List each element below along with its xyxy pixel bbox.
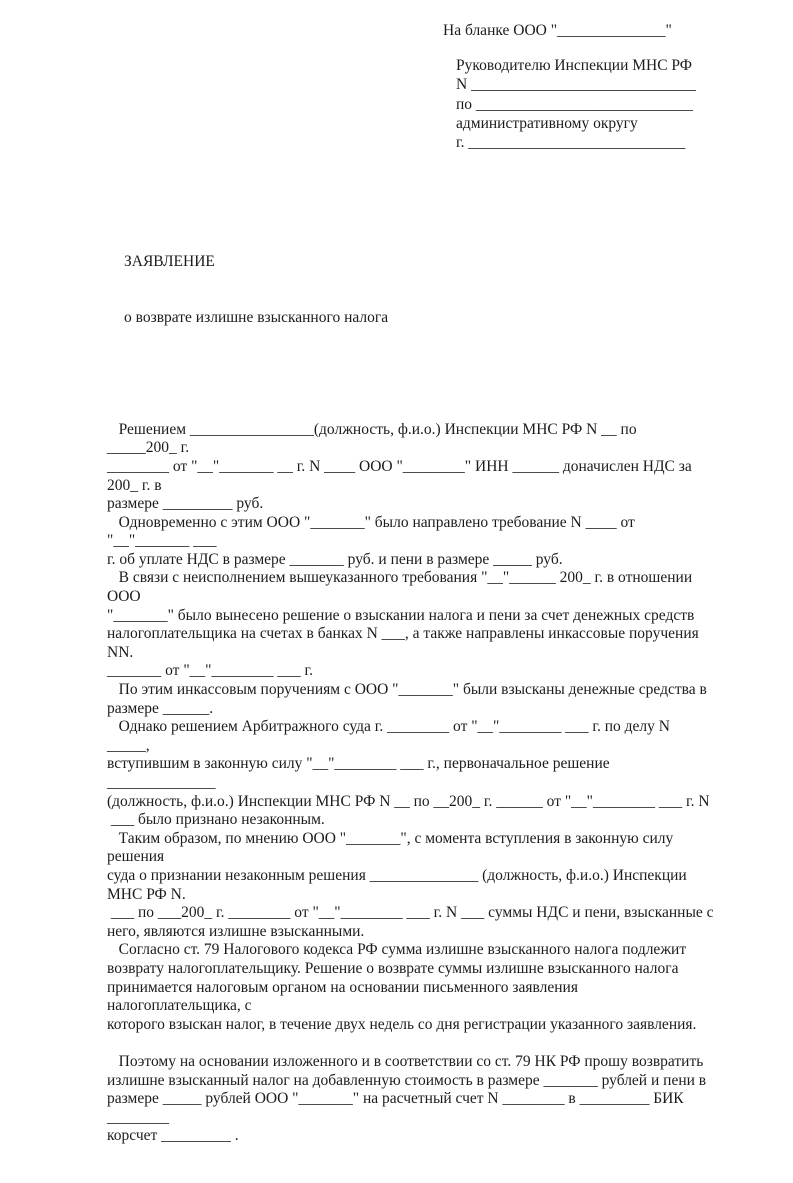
document-line: размере _____ рублей ООО "_______" на расчетный счет N ________ в _________ БИК [107,1090,684,1108]
document-line: корсчет _________ . [107,1127,239,1145]
recipient-block [456,56,696,152]
document-line: суда о признании незаконным решения ______________ (должность, ф.и.о.) Инспекции [107,866,687,884]
document-line [107,1034,714,1053]
recipient-line: Руководителю Инспекции МНС РФ [456,57,693,74]
application-body [107,179,714,1183]
document-subtitle: о возврате излишне взысканного налога [124,309,389,327]
document-line: Согласно ст. 79 Налогового кодекса РФ сумма излишне взысканного налога подлежит [107,941,687,959]
document-line: (должность, ф.и.о.) Инспекции МНС РФ N __ по __200_ г. ______ от "__"________ ___ г. N [107,792,710,810]
document-line: "_______" было вынесено решение о взыскании налога и пени за счет денежных средств [107,606,695,624]
document-line: ________ от "__"_______ __ г. N ____ ООО "________" ИНН ______ доначислен НДС за [107,457,692,475]
document-line: принимается налоговым органом на основании письменного заявления [107,978,578,996]
document-line: Поэтому на основании изложенного и в соответствии со ст. 79 НК РФ прошу возвратить [107,1052,704,1070]
recipient-line: по ____________________________ [456,95,693,113]
document-line: _____, [107,736,150,754]
document-line: размере ______. [107,699,214,717]
document-title: ЗАЯВЛЕНИЕ [124,253,215,271]
document-line: Однако решением Арбитражного суда г. ________ от "__"________ ___ г. по делу N [107,718,670,736]
document-line: налогоплательщика на счетах в банках N ___, а также направлены инкассовые поручения [107,625,699,643]
document-line: г. об уплате НДС в размере _______ руб. и пени в размере _____ руб. [107,550,563,568]
recipient-line: N _____________________________ [456,76,696,94]
document-line: размере _________ руб. [107,495,264,513]
document-line: ООО [107,588,141,606]
document-line: В связи с неисполнением вышеуказанного требования "__"______ 200_ г. в отношении [107,569,693,587]
document-line: _______ от "__"________ ___ г. [107,662,313,680]
recipient-line: административному округу [456,114,638,132]
document-line: NN. [107,643,134,661]
document-line: ________ [107,1108,169,1126]
document-line: решения [107,848,165,866]
title-block [107,216,714,365]
document-line: него, являются излишне взысканными. [107,922,365,940]
document-line: "__"_______ ___ [107,532,217,550]
document-line: Таким образом, по мнению ООО "_______", с момента вступления в законную силу [107,829,674,847]
document-line: налогоплательщика, с [107,997,252,1015]
document-line: МНС РФ N. [107,885,186,903]
document-line [107,402,714,421]
document-line: Решением ________________(должность, ф.и.о.) Инспекции МНС РФ N __ по [107,420,637,438]
document-line: Одновременно с этим ООО "_______" было направлено требование N ____ от [107,513,635,531]
document-line: ______________ [107,774,216,791]
recipient-line: г. ____________________________ [456,134,686,152]
body-lines [107,402,714,1146]
document-line: возврату налогоплательщику. Решение о возврате суммы излишне взысканного налога [107,959,679,977]
document-line: ___ по ___200_ г. ________ от "__"________ ___ г. N ___ суммы НДС и пени, взысканные с [107,904,714,922]
document-line: _____200_ г. [107,439,190,457]
document-line: которого взыскан налог, в течение двух недель со дня регистрации указанного заявления. [107,1015,697,1033]
document-line: излишне взысканный налог на добавленную стоимость в размере _______ рублей и пени в [107,1071,707,1089]
document-line: 200_ г. в [107,476,162,494]
document-line: По этим инкассовым поручениям с ООО "_______" были взысканы денежные средства в [107,681,707,699]
document-line: вступившим в законную силу "__"________ ___ г., первоначальное решение [107,755,610,773]
letterhead-note: На бланке ООО "______________" [443,22,672,39]
document-line: ___ было признано незаконным. [107,811,325,829]
